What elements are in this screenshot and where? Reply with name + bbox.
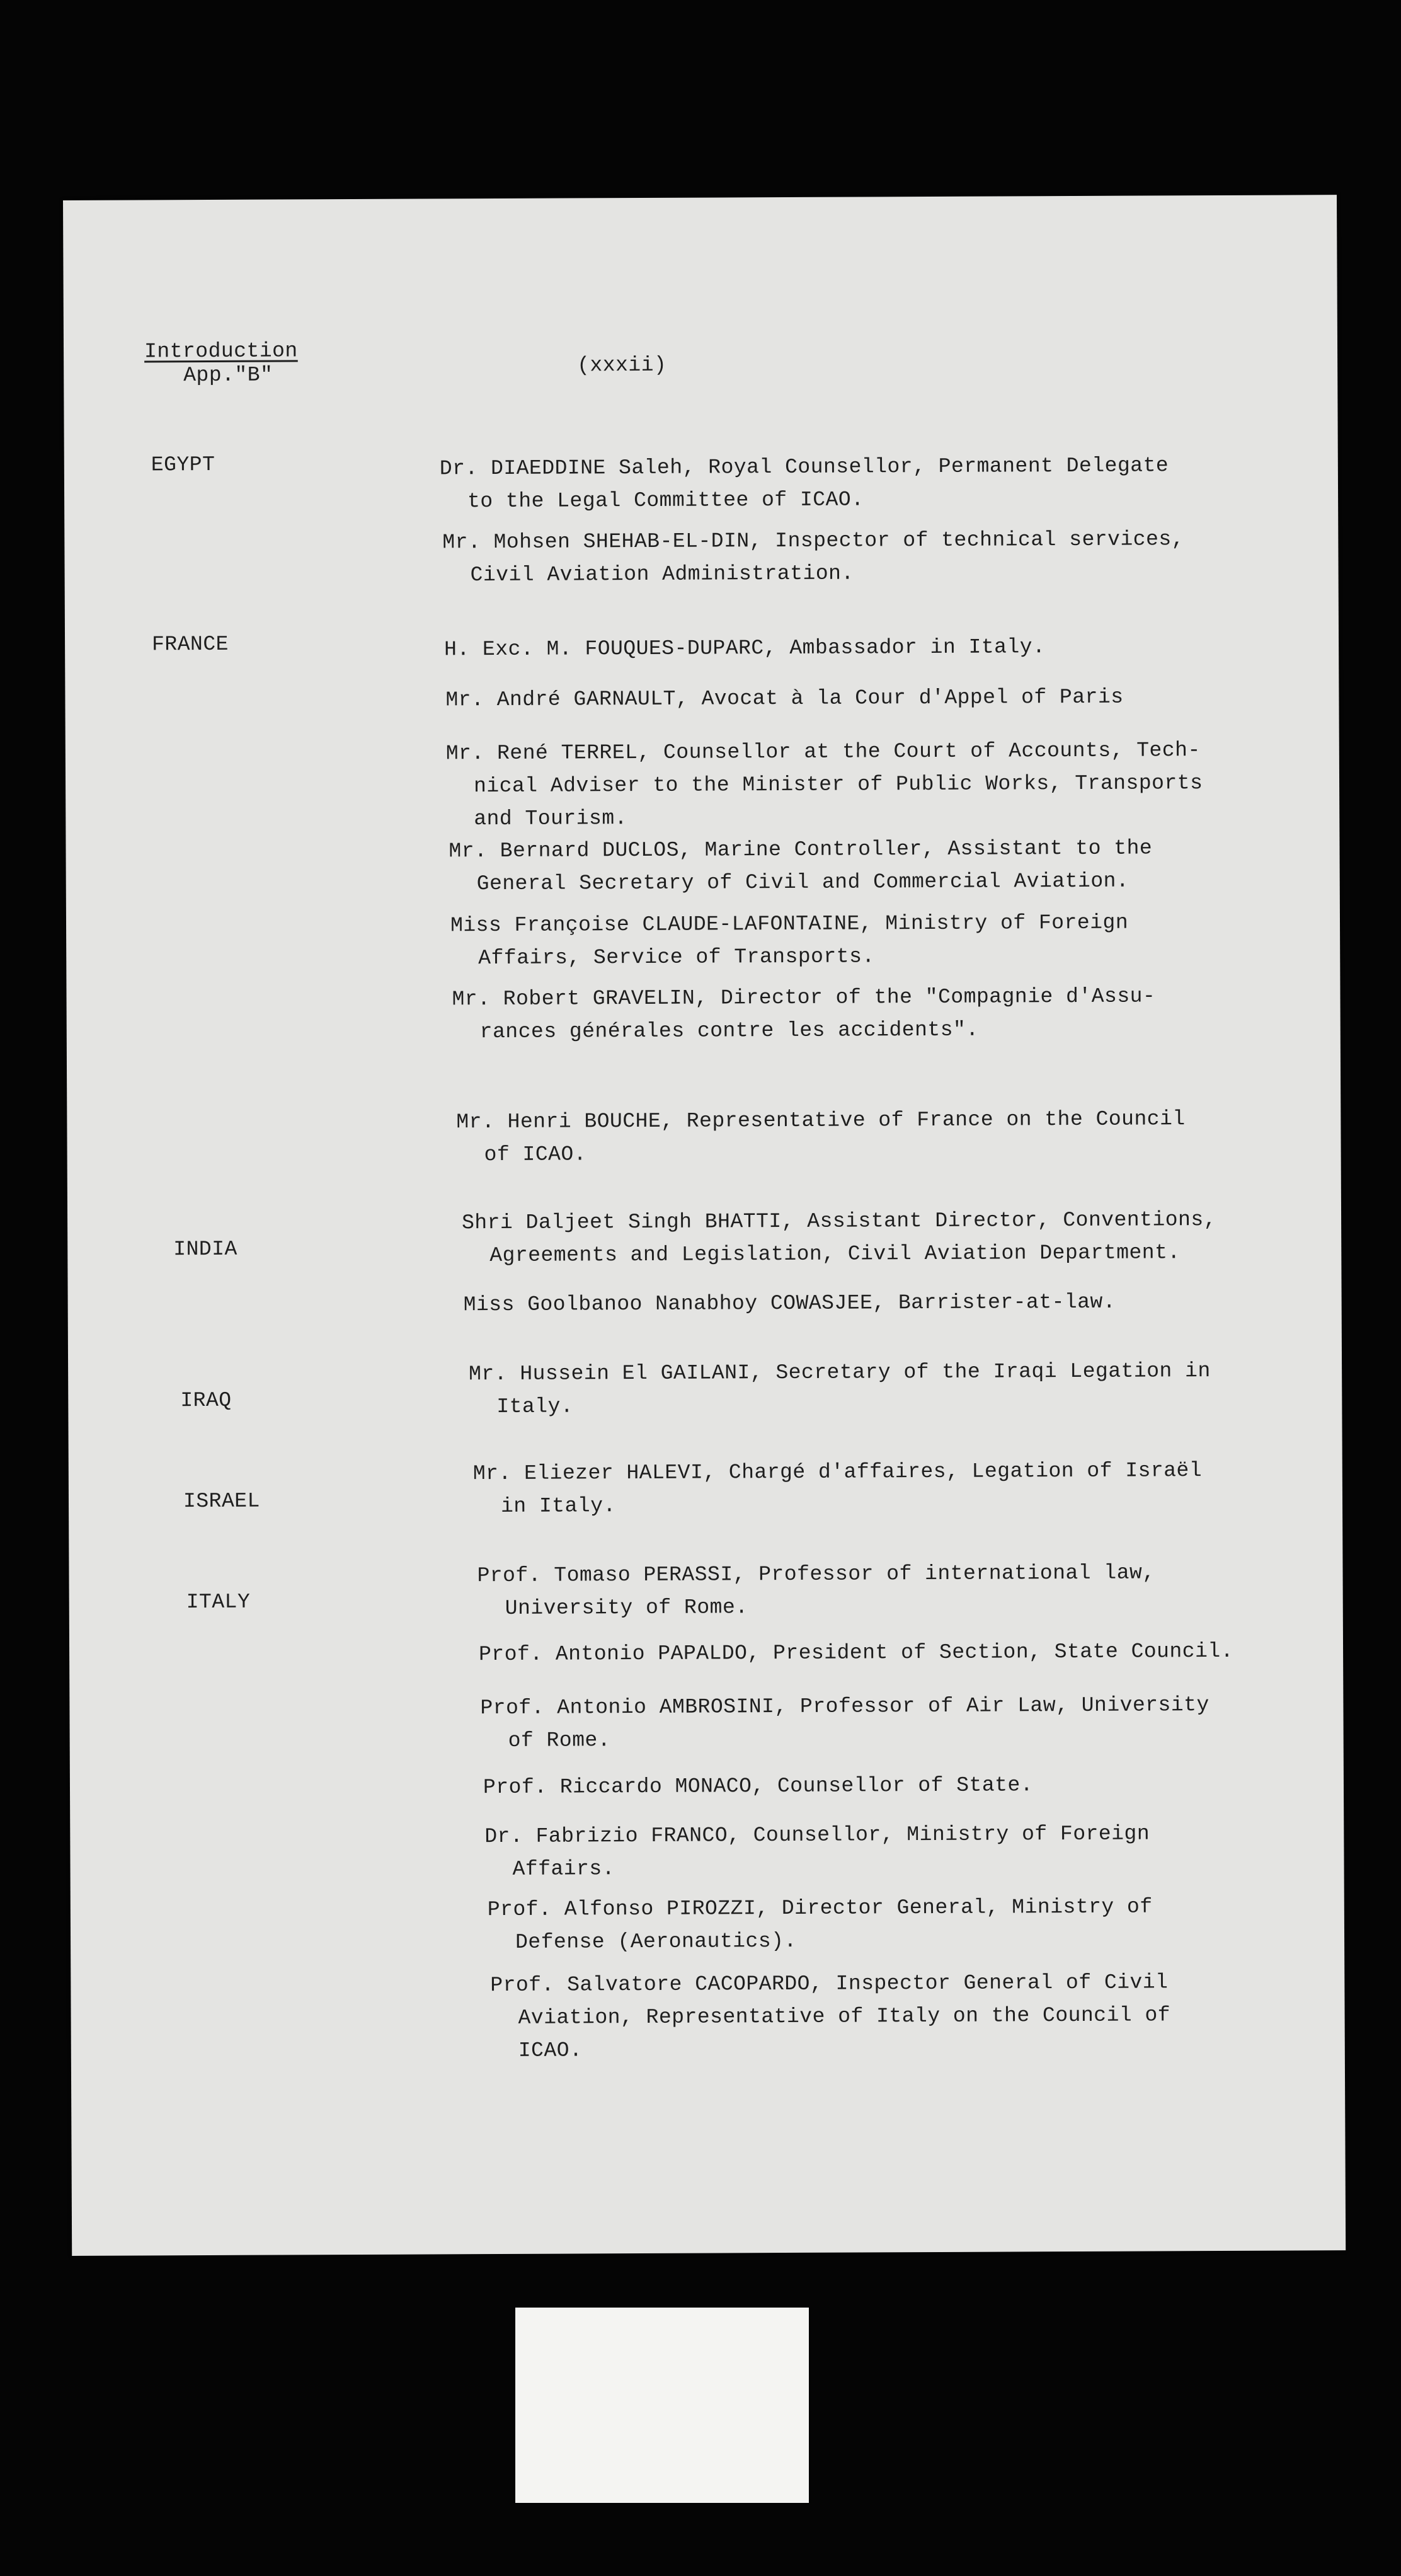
country-egypt: EGYPT [151,452,215,477]
section-heading: Introduction [144,339,298,364]
delegate-entry: Prof. Alfonso PIROZZI, Director General, Ministry of Defense (Aeronautics). [487,1895,1153,1954]
country-france: FRANCE [151,632,229,657]
page-number: (xxxii) [577,353,667,377]
delegate-entry: H. Exc. M. FOUQUES-DUPARC, Ambassador in Italy. [444,635,1046,662]
delegate-entry: Prof. Tomaso PERASSI, Professor of international law, University of Rome. [477,1561,1155,1620]
delegate-entry: Mr. Henri BOUCHE, Representative of France on the Council of ICAO. [456,1107,1186,1167]
delegate-entry: Mr. Eliezer HALEVI, Chargé d'affaires, Legation of Israël in Italy. [472,1459,1203,1518]
document-page [63,195,1346,2256]
delegate-entry: Prof. Antonio AMBROSINI, Professor of Air Law, University of Rome. [480,1693,1209,1752]
blank-index-card [515,2308,809,2503]
delegate-entry: Mr. Robert GRAVELIN, Director of the "Compagnie d'Assu- rances générales contre les accidents". [452,984,1156,1044]
delegate-entry: Miss Françoise CLAUDE-LAFONTAINE, Ministry of Foreign Affairs, Service of Transports. [450,911,1129,970]
delegate-entry: Prof. Antonio PAPALDO, President of Section, State Council. [478,1639,1234,1667]
country-italy: ITALY [186,1590,251,1614]
delegate-entry: Dr. DIAEDDINE Saleh, Royal Counsellor, Permanent Delegate to the Legal Committee of ICAO. [439,454,1169,514]
delegate-entry: Shri Daljeet Singh BHATTI, Assistant Director, Conventions, Agreements and Legislation, Civil Aviation Department. [462,1208,1217,1268]
delegate-entry: Dr. Fabrizio FRANCO, Counsellor, Ministry of Foreign Affairs. [484,1822,1150,1881]
delegate-entry: Mr. Hussein El GAILANI, Secretary of the Iraqi Legation in Italy. [469,1359,1211,1419]
delegate-entry: Mr. André GARNAULT, Avocat à la Cour d'Appel of Paris [445,685,1124,712]
delegate-entry: Miss Goolbanoo Nanabhoy COWASJEE, Barrister-at-law. [463,1290,1116,1317]
country-iraq: IRAQ [180,1388,232,1413]
delegate-entry: Mr. Mohsen SHEHAB-EL-DIN, Inspector of technical services, Civil Aviation Administration. [442,527,1185,587]
delegate-entry: Mr. René TERREL, Counsellor at the Court of Accounts, Tech- nical Adviser to the Minister of Public Works, Transports and Tourism. [445,739,1203,831]
appendix-label: App."B" [183,363,273,388]
delegate-entry: Prof. Salvatore CACOPARDO, Inspector General of Civil Aviation, Representative of Italy on the Council of ICAO. [490,1970,1171,2062]
delegate-entry: Mr. Bernard DUCLOS, Marine Controller, Assistant to the General Secretary of Civil and Commercial Aviation. [449,836,1153,896]
delegate-entry: Prof. Riccardo MONACO, Counsellor of State. [483,1773,1034,1800]
country-israel: ISRAEL [183,1489,260,1514]
country-india: INDIA [173,1237,237,1262]
